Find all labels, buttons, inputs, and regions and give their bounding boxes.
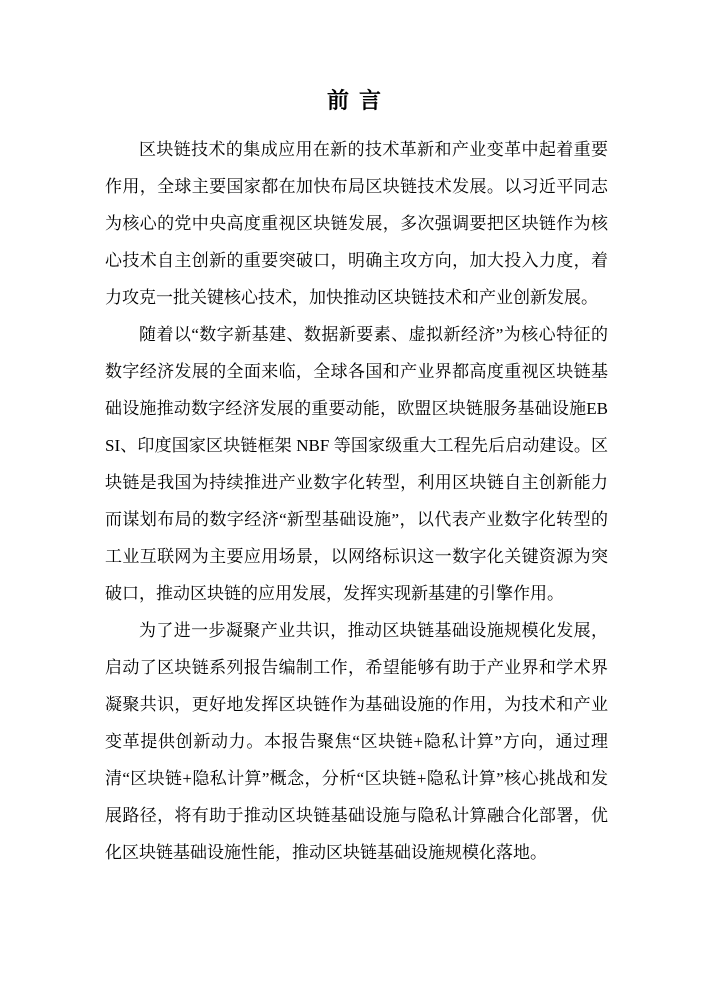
preface-paragraph-3: 为了进一步凝聚产业共识，推动区块链基础设施规模化发展，启动了区块链系列报告编制工作，希望能够有助于产业界和学术界凝聚共识，更好地发挥区块链作为基础设施的作用，为技术和产业变革提供创新动力。本报告聚焦“区块链+隐私计算”方向，通过理清“区块链+隐私计算”概念，分析“区块链+隐私计算”核心挑战和发展路径，将有助于推动区块链基础设施与隐私计算融合化部署，优化区块链基础设施性能，推动区块链基础设施规模化落地。	[105, 621, 608, 862]
preface-body	[105, 131, 608, 871]
preface-paragraph-1: 区块链技术的集成应用在新的技术革新和产业变革中起着重要作用，全球主要国家都在加快布局区块链技术发展。以习近平同志为核心的党中央高度重视区块链发展，多次强调要把区块链作为核心技术自主创新的重要突破口，明确主攻方向，加大投入力度，着力攻克一批关键核心技术，加快推动区块链技术和产业创新发展。	[105, 140, 608, 307]
page-title: 前 言	[326, 88, 384, 113]
preface-paragraph-2: 随着以“数字新基建、数据新要素、虚拟新经济”为核心特征的数字经济发展的全面来临，全球各国和产业界都高度重视区块链基础设施推动数字经济发展的重要动能，欧盟区块链服务基础设施EBSI、印度国家区块链框架 NBF 等国家级重大工程先后启动建设。区块链是我国为持续推进产业数字化转型，利用区块链自主创新能力而谋划布局的数字经济“新型基础设施”，以代表产业数字化转型的工业互联网为主要应用场景，以网络标识这一数字化关键资源为突破口，推动区块链的应用发展，发挥实现新基建的引擎作用。	[105, 325, 608, 603]
